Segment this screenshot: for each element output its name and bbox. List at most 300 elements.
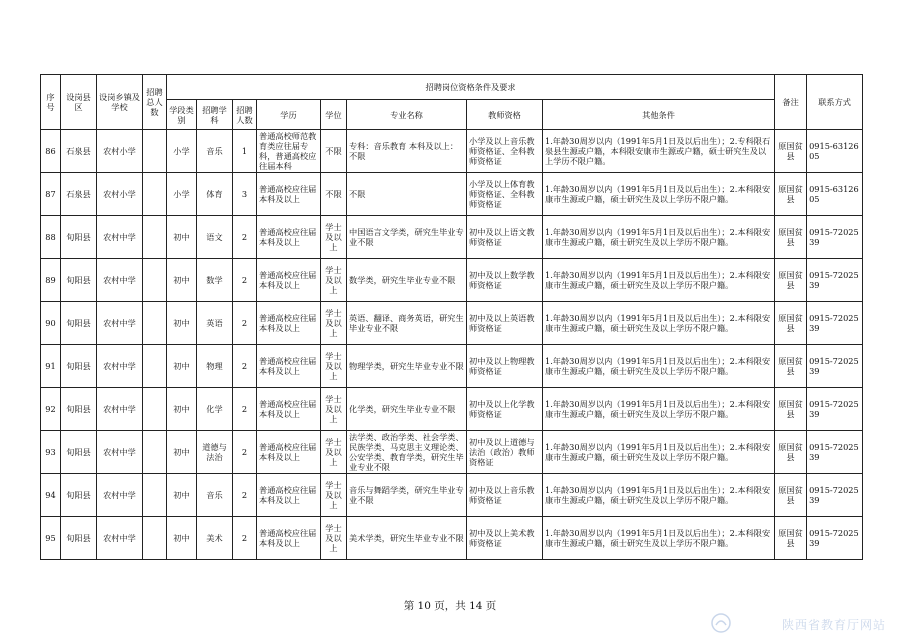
row-degree-text: 学士及以上 xyxy=(325,523,342,553)
row-school xyxy=(97,345,143,388)
row-major xyxy=(347,474,467,517)
row-major xyxy=(347,216,467,259)
row-education-text: 普通高校应往届本科及以上 xyxy=(259,485,317,505)
row-teacher-cert-text: 初中及以上化学教师资格证 xyxy=(469,399,535,419)
row-major-text: 不限 xyxy=(349,189,366,199)
row-note-text: 原国贫县 xyxy=(778,270,803,290)
row-major xyxy=(347,345,467,388)
row-count xyxy=(233,173,257,216)
row-major-text: 数学类，研究生毕业专业不限 xyxy=(349,275,456,285)
row-other-conditions xyxy=(543,173,775,216)
row-other-conditions xyxy=(543,130,775,173)
row-contact xyxy=(807,259,863,302)
row-stage xyxy=(167,216,197,259)
row-education xyxy=(257,173,321,216)
row-number xyxy=(41,388,61,431)
row-note xyxy=(775,302,807,345)
header-teacher-cert: 教师资格 xyxy=(467,100,543,130)
header-other: 其他条件 xyxy=(543,100,775,130)
row-number-text: 90 xyxy=(45,318,56,328)
header-note: 备注 xyxy=(775,75,807,130)
table-row xyxy=(41,345,863,388)
header-qualification-title: 招聘岗位资格条件及要求 xyxy=(167,75,775,100)
row-education-text: 普通高校师范教育类应往届专科，普通高校应往届本科 xyxy=(259,131,317,171)
row-county xyxy=(61,431,97,474)
row-other-conditions xyxy=(543,345,775,388)
row-school-text: 农村中学 xyxy=(103,404,136,414)
row-contact-text: 0915-7202539 xyxy=(809,442,859,462)
row-number xyxy=(41,259,61,302)
row-stage xyxy=(167,173,197,216)
header-school: 设岗乡镇及学校 xyxy=(97,75,143,130)
row-major xyxy=(347,431,467,474)
row-teacher-cert xyxy=(467,388,543,431)
row-county-text: 旬阳县 xyxy=(66,232,91,242)
row-school xyxy=(97,173,143,216)
table-row xyxy=(41,216,863,259)
row-other-conditions xyxy=(543,259,775,302)
table-row xyxy=(41,173,863,216)
row-number-text: 87 xyxy=(45,189,56,199)
row-major-text: 英语、翻译、商务英语，研究生毕业专业不限 xyxy=(349,313,464,333)
row-teacher-cert-text: 初中及以上美术教师资格证 xyxy=(469,528,535,548)
row-number-text: 95 xyxy=(45,533,56,543)
row-subject xyxy=(197,474,233,517)
table-row xyxy=(41,474,863,517)
row-teacher-cert-text: 小学及以上体育教师资格证、全科教师资格证 xyxy=(469,179,535,209)
row-note xyxy=(775,517,807,560)
row-contact xyxy=(807,345,863,388)
header-major: 专业名称 xyxy=(347,100,467,130)
row-number-text: 88 xyxy=(45,232,56,242)
row-county-text: 旬阳县 xyxy=(66,318,91,328)
row-stage xyxy=(167,259,197,302)
row-major xyxy=(347,302,467,345)
row-number-text: 93 xyxy=(45,447,56,457)
row-county-text: 旬阳县 xyxy=(66,404,91,414)
row-note xyxy=(775,173,807,216)
row-count-text: 2 xyxy=(241,318,248,328)
table-row xyxy=(41,302,863,345)
row-note xyxy=(775,388,807,431)
row-subject xyxy=(197,173,233,216)
row-teacher-cert xyxy=(467,517,543,560)
row-count-text: 2 xyxy=(241,361,248,371)
header-count: 招聘人数 xyxy=(233,100,257,130)
row-subject-text: 英语 xyxy=(206,318,223,328)
row-total xyxy=(143,216,167,259)
row-subject-text: 音乐 xyxy=(206,490,223,500)
row-county-text: 旬阳县 xyxy=(66,447,91,457)
row-teacher-cert-text: 初中及以上数学教师资格证 xyxy=(469,270,535,290)
row-stage-text: 初中 xyxy=(173,318,190,328)
row-note-text: 原国贫县 xyxy=(778,184,803,204)
header-degree: 学位 xyxy=(321,100,347,130)
row-other-conditions-text: 1.年龄30周岁以内（1991年5月1日及以后出生）；2.专科限石泉县生源或户籍，本科限安康市生源或户籍，硕士研究生及以上学历不限户籍。 xyxy=(545,136,771,166)
row-count-text: 2 xyxy=(241,404,248,414)
row-degree-text: 不限 xyxy=(325,146,342,156)
row-school-text: 农村中学 xyxy=(103,318,136,328)
row-school-text: 农村中学 xyxy=(103,490,136,500)
row-major xyxy=(347,173,467,216)
row-subject xyxy=(197,302,233,345)
row-other-conditions-text: 1.年龄30周岁以内（1991年5月1日及以后出生）；2.本科限安康市生源或户籍，硕士研究生及以上学历不限户籍。 xyxy=(545,528,771,548)
row-school xyxy=(97,474,143,517)
row-count xyxy=(233,345,257,388)
row-degree xyxy=(321,173,347,216)
row-county-text: 旬阳县 xyxy=(66,533,91,543)
row-contact xyxy=(807,130,863,173)
row-degree xyxy=(321,517,347,560)
row-major xyxy=(347,388,467,431)
row-note-text: 原国贫县 xyxy=(778,141,803,161)
row-education-text: 普通高校应往届本科及以上 xyxy=(259,227,317,247)
header-subject: 招聘学科 xyxy=(197,100,233,130)
row-number xyxy=(41,302,61,345)
row-note-text: 原国贫县 xyxy=(778,399,803,419)
row-degree-text: 学士及以上 xyxy=(325,480,342,510)
row-contact-text: 0915-7202539 xyxy=(809,485,859,505)
row-teacher-cert-text: 初中及以上英语教师资格证 xyxy=(469,313,535,333)
row-teacher-cert xyxy=(467,345,543,388)
row-county-text: 旬阳县 xyxy=(66,361,91,371)
row-education xyxy=(257,517,321,560)
row-note xyxy=(775,216,807,259)
row-stage-text: 小学 xyxy=(173,189,190,199)
row-stage xyxy=(167,345,197,388)
row-count xyxy=(233,474,257,517)
row-contact-text: 0915-7202539 xyxy=(809,270,859,290)
page-footer: 第 10 页，共 14 页 xyxy=(403,600,497,612)
row-number xyxy=(41,216,61,259)
row-total xyxy=(143,259,167,302)
row-major-text: 音乐与舞蹈学类，研究生毕业专业不限 xyxy=(349,485,464,505)
row-subject-text: 物理 xyxy=(206,361,223,371)
row-school-text: 农村小学 xyxy=(103,189,136,199)
row-other-conditions-text: 1.年龄30周岁以内（1991年5月1日及以后出生）；2.本科限安康市生源或户籍，硕士研究生及以上学历不限户籍。 xyxy=(545,184,771,204)
row-contact-text: 0915-7202539 xyxy=(809,313,859,333)
row-county-text: 旬阳县 xyxy=(66,275,91,285)
row-number-text: 91 xyxy=(45,361,56,371)
row-note xyxy=(775,431,807,474)
row-county xyxy=(61,259,97,302)
row-county xyxy=(61,474,97,517)
row-teacher-cert xyxy=(467,259,543,302)
row-county-text: 石泉县 xyxy=(66,189,91,199)
row-teacher-cert xyxy=(467,431,543,474)
row-degree-text: 不限 xyxy=(325,189,342,199)
row-education xyxy=(257,345,321,388)
row-number xyxy=(41,173,61,216)
row-education-text: 普通高校应往届本科及以上 xyxy=(259,270,317,290)
row-education xyxy=(257,259,321,302)
row-count-text: 2 xyxy=(241,232,248,242)
row-stage xyxy=(167,130,197,173)
row-note-text: 原国贫县 xyxy=(778,227,803,247)
row-education-text: 普通高校应往届本科及以上 xyxy=(259,528,317,548)
row-count-text: 2 xyxy=(241,533,248,543)
row-number-text: 86 xyxy=(45,146,56,156)
row-note-text: 原国贫县 xyxy=(778,356,803,376)
table-row xyxy=(41,517,863,560)
row-degree xyxy=(321,259,347,302)
row-contact-text: 0915-6312605 xyxy=(809,184,859,204)
table-row xyxy=(41,388,863,431)
row-degree xyxy=(321,388,347,431)
row-number-text: 89 xyxy=(45,275,56,285)
row-note-text: 原国贫县 xyxy=(778,485,803,505)
row-other-conditions-text: 1.年龄30周岁以内（1991年5月1日及以后出生）；2.本科限安康市生源或户籍，硕士研究生及以上学历不限户籍。 xyxy=(545,485,771,505)
row-county xyxy=(61,130,97,173)
row-contact xyxy=(807,216,863,259)
row-total xyxy=(143,302,167,345)
row-number xyxy=(41,345,61,388)
row-teacher-cert-text: 初中及以上道德与法治（政治）教师资格证 xyxy=(469,437,535,467)
row-school xyxy=(97,388,143,431)
row-contact-text: 0915-7202539 xyxy=(809,227,859,247)
watermark-text: 陕西省教育厅网站 xyxy=(781,618,886,632)
row-subject xyxy=(197,216,233,259)
row-number xyxy=(41,130,61,173)
header-county: 设岗县区 xyxy=(61,75,97,130)
row-school-text: 农村中学 xyxy=(103,533,136,543)
row-major-text: 中国语言文学类，研究生毕业专业不限 xyxy=(349,227,464,247)
row-school xyxy=(97,517,143,560)
row-count xyxy=(233,302,257,345)
row-county-text: 石泉县 xyxy=(66,146,91,156)
row-subject xyxy=(197,345,233,388)
row-count-text: 2 xyxy=(241,447,248,457)
row-number xyxy=(41,474,61,517)
row-school xyxy=(97,431,143,474)
row-education-text: 普通高校应往届本科及以上 xyxy=(259,313,317,333)
row-note xyxy=(775,259,807,302)
row-county xyxy=(61,173,97,216)
header-total: 招聘总人数 xyxy=(143,75,167,130)
row-note xyxy=(775,474,807,517)
row-contact-text: 0915-6312605 xyxy=(809,141,859,161)
row-school xyxy=(97,216,143,259)
row-subject-text: 化学 xyxy=(206,404,223,414)
row-teacher-cert xyxy=(467,130,543,173)
row-other-conditions xyxy=(543,216,775,259)
row-teacher-cert-text: 初中及以上语文教师资格证 xyxy=(469,227,535,247)
row-contact xyxy=(807,302,863,345)
row-other-conditions-text: 1.年龄30周岁以内（1991年5月1日及以后出生）；2.本科限安康市生源或户籍，硕士研究生及以上学历不限户籍。 xyxy=(545,356,771,376)
row-degree xyxy=(321,216,347,259)
row-stage xyxy=(167,388,197,431)
row-education-text: 普通高校应往届本科及以上 xyxy=(259,399,317,419)
row-count-text: 2 xyxy=(241,490,248,500)
row-note-text: 原国贫县 xyxy=(778,313,803,333)
row-count xyxy=(233,259,257,302)
row-school-text: 农村中学 xyxy=(103,275,136,285)
row-contact-text: 0915-7202539 xyxy=(809,528,859,548)
row-note xyxy=(775,130,807,173)
row-stage-text: 初中 xyxy=(173,404,190,414)
row-school-text: 农村中学 xyxy=(103,361,136,371)
row-contact xyxy=(807,173,863,216)
row-major-text: 物理学类，研究生毕业专业不限 xyxy=(349,361,464,371)
row-total xyxy=(143,173,167,216)
recruitment-table xyxy=(40,74,863,560)
table-row xyxy=(41,130,863,173)
row-other-conditions xyxy=(543,474,775,517)
row-county xyxy=(61,302,97,345)
row-subject-text: 道德与法治 xyxy=(202,442,227,462)
row-stage-text: 初中 xyxy=(173,232,190,242)
row-subject xyxy=(197,259,233,302)
row-education xyxy=(257,302,321,345)
row-contact xyxy=(807,517,863,560)
row-stage xyxy=(167,517,197,560)
row-stage-text: 初中 xyxy=(173,490,190,500)
row-teacher-cert-text: 小学及以上音乐教师资格证、全科教师资格证 xyxy=(469,136,535,166)
row-stage-text: 初中 xyxy=(173,533,190,543)
row-stage xyxy=(167,431,197,474)
row-school xyxy=(97,302,143,345)
row-degree xyxy=(321,345,347,388)
row-major xyxy=(347,130,467,173)
row-contact xyxy=(807,474,863,517)
row-school-text: 农村中学 xyxy=(103,232,136,242)
header-row-1 xyxy=(41,75,863,100)
row-county xyxy=(61,388,97,431)
row-school xyxy=(97,259,143,302)
row-education xyxy=(257,130,321,173)
row-total xyxy=(143,517,167,560)
row-contact xyxy=(807,431,863,474)
row-major-text: 专科：音乐教育 本科及以上：不限 xyxy=(349,141,459,161)
row-teacher-cert xyxy=(467,474,543,517)
row-major xyxy=(347,517,467,560)
row-total xyxy=(143,345,167,388)
row-other-conditions-text: 1.年龄30周岁以内（1991年5月1日及以后出生）；2.本科限安康市生源或户籍，硕士研究生及以上学历不限户籍。 xyxy=(545,442,771,462)
row-count xyxy=(233,388,257,431)
row-other-conditions xyxy=(543,431,775,474)
row-education-text: 普通高校应往届本科及以上 xyxy=(259,442,317,462)
row-count xyxy=(233,216,257,259)
row-count-text: 3 xyxy=(241,189,248,199)
row-education xyxy=(257,431,321,474)
row-count xyxy=(233,431,257,474)
row-contact-text: 0915-7202539 xyxy=(809,399,859,419)
row-education-text: 普通高校应往届本科及以上 xyxy=(259,356,317,376)
row-degree xyxy=(321,474,347,517)
row-total xyxy=(143,130,167,173)
row-stage-text: 初中 xyxy=(173,361,190,371)
row-number xyxy=(41,431,61,474)
row-count xyxy=(233,130,257,173)
row-stage-text: 小学 xyxy=(173,146,190,156)
row-subject-text: 音乐 xyxy=(206,146,223,156)
row-teacher-cert xyxy=(467,302,543,345)
watermark-logo-icon xyxy=(710,612,732,634)
table-row xyxy=(41,259,863,302)
row-note-text: 原国贫县 xyxy=(778,442,803,462)
row-school xyxy=(97,130,143,173)
row-subject-text: 数学 xyxy=(206,275,223,285)
row-county xyxy=(61,216,97,259)
row-education-text: 普通高校应往届本科及以上 xyxy=(259,184,317,204)
header-contact: 联系方式 xyxy=(807,75,863,130)
table-row xyxy=(41,431,863,474)
row-other-conditions xyxy=(543,302,775,345)
row-other-conditions-text: 1.年龄30周岁以内（1991年5月1日及以后出生）；2.本科限安康市生源或户籍，硕士研究生及以上学历不限户籍。 xyxy=(545,270,771,290)
row-number xyxy=(41,517,61,560)
row-stage-text: 初中 xyxy=(173,447,190,457)
row-stage-text: 初中 xyxy=(173,275,190,285)
row-total xyxy=(143,388,167,431)
row-note-text: 原国贫县 xyxy=(778,528,803,548)
row-subject-text: 体育 xyxy=(206,189,223,199)
row-education xyxy=(257,388,321,431)
row-teacher-cert-text: 初中及以上物理教师资格证 xyxy=(469,356,535,376)
row-school-text: 农村小学 xyxy=(103,146,136,156)
row-degree xyxy=(321,431,347,474)
row-total xyxy=(143,474,167,517)
row-subject xyxy=(197,130,233,173)
row-other-conditions-text: 1.年龄30周岁以内（1991年5月1日及以后出生）；2.本科限安康市生源或户籍，硕士研究生及以上学历不限户籍。 xyxy=(545,313,771,333)
row-total xyxy=(143,431,167,474)
row-subject-text: 美术 xyxy=(206,533,223,543)
header-seq: 序号 xyxy=(41,75,61,130)
row-count-text: 1 xyxy=(241,146,248,156)
row-county-text: 旬阳县 xyxy=(66,490,91,500)
row-other-conditions xyxy=(543,388,775,431)
row-degree-text: 学士及以上 xyxy=(325,351,342,381)
row-degree-text: 学士及以上 xyxy=(325,222,342,252)
header-stage: 学段类别 xyxy=(167,100,197,130)
row-major-text: 化学类，研究生毕业专业不限 xyxy=(349,404,456,414)
row-teacher-cert xyxy=(467,173,543,216)
row-degree-text: 学士及以上 xyxy=(325,265,342,295)
row-contact-text: 0915-7202539 xyxy=(809,356,859,376)
row-county xyxy=(61,345,97,388)
row-degree-text: 学士及以上 xyxy=(325,437,342,467)
row-other-conditions-text: 1.年龄30周岁以内（1991年5月1日及以后出生）；2.本科限安康市生源或户籍，硕士研究生及以上学历不限户籍。 xyxy=(545,399,771,419)
row-degree xyxy=(321,130,347,173)
row-number-text: 94 xyxy=(45,490,56,500)
row-subject-text: 语文 xyxy=(206,232,223,242)
row-major-text: 美术学类，研究生毕业专业不限 xyxy=(349,533,464,543)
row-other-conditions xyxy=(543,517,775,560)
row-subject xyxy=(197,517,233,560)
row-number-text: 92 xyxy=(45,404,56,414)
row-stage xyxy=(167,302,197,345)
row-contact xyxy=(807,388,863,431)
row-county xyxy=(61,517,97,560)
row-count-text: 2 xyxy=(241,275,248,285)
row-major xyxy=(347,259,467,302)
row-note xyxy=(775,345,807,388)
row-teacher-cert-text: 初中及以上音乐教师资格证 xyxy=(469,485,535,505)
row-count xyxy=(233,517,257,560)
header-education: 学历 xyxy=(257,100,321,130)
row-degree xyxy=(321,302,347,345)
row-other-conditions-text: 1.年龄30周岁以内（1991年5月1日及以后出生）；2.本科限安康市生源或户籍，硕士研究生及以上学历不限户籍。 xyxy=(545,227,771,247)
row-stage xyxy=(167,474,197,517)
row-degree-text: 学士及以上 xyxy=(325,308,342,338)
row-subject xyxy=(197,388,233,431)
row-degree-text: 学士及以上 xyxy=(325,394,342,424)
row-education xyxy=(257,474,321,517)
row-major-text: 法学类、政治学类、社会学类、民族学类、马克思主义理论类、公安学类、教育学类，研究生毕业专业不限 xyxy=(349,432,464,472)
row-subject xyxy=(197,431,233,474)
row-education xyxy=(257,216,321,259)
row-teacher-cert xyxy=(467,216,543,259)
row-school-text: 农村中学 xyxy=(103,447,136,457)
